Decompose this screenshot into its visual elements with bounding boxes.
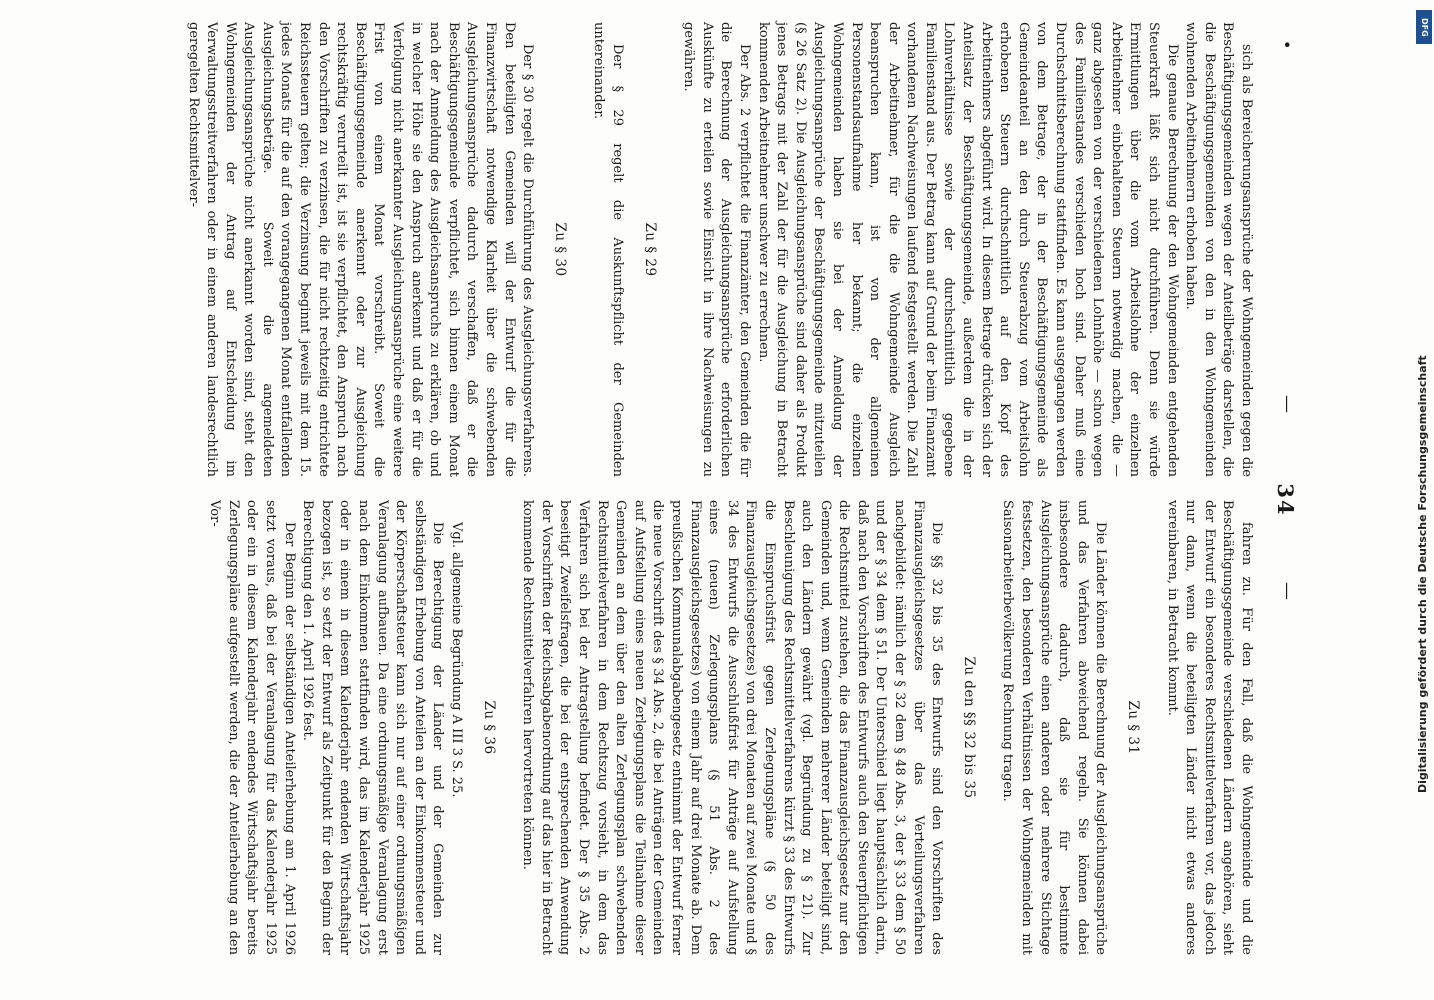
section-heading: Zu § 36	[480, 700, 497, 755]
paragraph: Der Beginn der selbständigen Anteilerhebung am 1. April 1926 setzt voraus, daß bei der Veranlagung für das Kalenderjahr 1925 oder ein in diesem Kalenderjahr endendes Wirtschaftsjahr bereits Zerlegungspläne aufgestellt werden, die der Anteilerhebung an den Vor-	[207, 500, 297, 955]
paragraph: fahren zu. Für den Fall, daß die Wohngemeinde und die Beschäftigungsgemeinde verschiedenen Ländern angehören, sieht der Entwurf ein besonderes Rechtsmittelverfahren vor, das jedoch nur dann, wenn die beteiligten Länder nicht etwas anderes vereinbaren, in Betracht kommt.	[1164, 500, 1254, 955]
rotated-content	[80, 0, 1310, 1000]
digitization-sidebar	[1414, 8, 1434, 993]
section-heading: Zu § 31	[1125, 700, 1142, 755]
text-column-left	[25, 22, 1255, 477]
page-number-dash-left: —	[1277, 395, 1298, 413]
paragraph: Der § 29 regelt die Auskunftspflicht der Gemeinden untereinander.	[591, 22, 625, 477]
page-number: 34	[1273, 483, 1298, 517]
paragraph: Die §§ 32 bis 35 des Entwurfs sind den Vorschriften des Finanzausgleichsgesetzes über das Verteilungsverfahren nachgebildet: nämlich der § 32 dem § 48 Abs. 3, der § 33 dem § 50 und der § 34 dem § 51. Der Unterschied liegt hauptsächlich darin, daß nach den Vorschriften des Entwurfs auch den Steuerpflichtigen die Rechtsmittel zustehen, die das Finanzausgleichsgesetz nur den Gemeinden und, wenn Gemeinden mehrerer Länder beteiligt sind, auch den Ländern gewährt (vgl. Begründung zu § 21). Zur Beschleunigung des Rechtsmittelverfahrens kürzt § 33 des Entwurfs die Einspruchsfrist gegen Zerlegungspläne (§ 50 des Finanzausgleichsgesetzes) von drei Monaten auf zwei Monate und § 34 des Entwurfs die Ausschlußfrist für Anträge auf Aufstellung eines (neuen) Zerlegungsplans (§ 51 Abs. 2 des Finanzausgleichsgesetzes) von einem Jahr auf drei Monate ab. Dem preußischen Kommunalabgabengesetz entnimmt der Entwurf ferner die neue Vorschrift des § 34 Abs. 2, die bei Anträgen der Gemeinden auf Aufstellung eines neuen Zerlegungsplans die Teilnahme dieser Gemeinden an dem über den alten Zerlegungsplan schwebenden Rechtsmittelverfahren in dem Rechtszug vorsieht, in dem das Verfahren sich bei der Antragstellung befindet. Der § 35 Abs. 2 beseitigt Zweifelsfragen, die bei der entsprechenden Anwendung der Vorschriften der Reichsabgabenordnung auf das hier in Betracht kommende Rechtsmittelverfahren hervortreten können.	[520, 500, 945, 955]
dfg-logo: DFG	[1416, 10, 1432, 44]
paragraph: Die genaue Berechnung der den Wohngemeinden entgehenden Steuerkraft läßt sich nicht durchführen. Denn sie würde Ermittlungen über die vom Arbeitslohne der einzelnen Arbeitnehmer einbehaltenen Steuern notwendig machen, die — ganz abgesehen von der verschiedenen Lohnhöhe — schon wegen des Familienstandes verschieden hoch sind. Daher muß eine Durchschnittsberechnung stattfinden. Es kann ausgegangen werden von dem Betrage, der in der Beschäftigungsgemeinde als Gemeindeanteil an den durch Steuerabzug vom Arbeitslohn erhobenen Steuern durchschnittlich auf den Kopf des Arbeitnehmers abgeführt wird. In diesem Betrage drücken sich der Anteilsatz der Beschäftigungsgemeinde, außerdem die in der Lohnverhältnisse sowie der durchschnittlich gegebene Familienstand aus. Der Betrag kann auf Grund der beim Finanzamt vorhandenen Nachweisungen laufend festgestellt werden. Die Zahl der Arbeitnehmer, für die die Wohngemeinde Ausgleich beanspruchen kann, ist von der allgemeinen Personenstandsaufnahme her bekannt; die einzelnen Wohngemeinden haben sie bei der Anmeldung der Ausgleichungsansprüche der Beschäftigungsgemeinde mitzuteilen (§ 26 Satz 2). Die Ausgleichungsansprüche sind daher als Produkt jenes Betrags mit der Zahl der für die Ausgleichung in Betracht kommenden Arbeitnehmer unschwer zu errechnen.	[755, 22, 1180, 477]
page-mark: •	[1277, 40, 1296, 50]
paragraph: sich als Bereicherungsansprüche der Wohngemeinden gegen die Beschäftigungsgemeinden wegen der Anteilbeträge darstellen, die die Beschäftigungsgemeinden von den in den Wohngemeinden wohnenden Arbeitnehmern erhoben haben.	[1183, 22, 1254, 477]
digitization-note: Digitalisierung gefördert durch die Deutsche Forschungsgemeinschaft	[1416, 355, 1429, 793]
paragraph: Die Berechtigung der Länder und der Gemeinden zur selbständigen Erhebung von Anteilen an der Einkommensteuer und der Körperschaftsteuer kann sich nur auf einer ordnungsmäßigen Veranlagung aufbauen. Da eine ordnungsmäßige Veranlagung erst nach dem Einkommen stattfinden wird, das im Kalenderjahr 1925 oder in einem in diesem Kalenderjahr endenden Wirtschaftsjahr bezogen ist, so setzt der Entwurf als Zeitpunkt für den Beginn der Berechtigung den 1. April 1926 fest.	[300, 500, 446, 955]
paragraph: Der § 30 regelt die Durchführung des Ausgleichungsverfahrens. Den beteiligten Gemeinden will der Entwurf die für die Finanzwirtschaft notwendige Klarheit über die schwebenden Ausgleichungsansprüche dadurch verschaffen, daß er die Beschäftigungsgemeinde verpflichtet, sich binnen einem Monat nach der Anmeldung des Ausgleichsanspruchs zu erklären, ob und in welcher Höhe sie den Anspruch anerkennt und daß er für die Verfolgung nicht anerkannter Ausgleichungsansprüche eine weitere Frist von einem Monat vorschreibt. Soweit die Beschäftigungsgemeinde anerkennt oder zur Ausgleichung rechtskräftig verurteilt ist, ist sie verpflichtet, den Anspruch nach den Vorschriften zu verzinsen, die für nicht rechtzeitig entrichtete Reichssteuern gelten; die Verzinsung beginnt jeweils mit dem 15. jedes Monats für die auf den vorangegangenen Monat entfallenden Ausgleichungsbeträge. Soweit die angemeldeten Ausgleichungsansprüche nicht anerkannt worden sind, steht den Wohngemeinden der Antrag auf Entscheidung im Verwaltungsstreitverfahren oder in einem anderen landesrechtlich geregelten Rechtsmittelver-	[185, 22, 536, 477]
section-heading: Zu § 30	[551, 222, 568, 277]
section-heading: Zu den §§ 32 bis 35	[960, 656, 977, 799]
paragraph: Vgl. allgemeine Begründung A III 3 S. 25.	[449, 522, 465, 798]
page-header	[1264, 0, 1298, 1000]
paragraph: Die Länder können die Berechnung der Ausgleichungsansprüche und das Verfahren abweichend regeln. Sie können dabei insbesondere dadurch, daß sie für bestimmte Ausgleichungsansprüche einen anderen oder mehrere Stichtage festsetzen, den besonderen Verhältnissen der Wohngemeinden mit Saisonarbeiterbevölkerung Rechnung tragen.	[1000, 500, 1109, 955]
section-heading: Zu § 29	[641, 222, 658, 277]
page-number-dash-right: —	[1277, 582, 1298, 600]
paragraph: Der Abs. 2 verpflichtet die Finanzämter, den Gemeinden die für die Berechnung der Ausgleichungsansprüche erforderlichen Auskünfte zu erteilen sowie Einsicht in ihre Nachweisungen zu gewähren.	[681, 22, 752, 477]
text-column-right	[25, 500, 1255, 955]
